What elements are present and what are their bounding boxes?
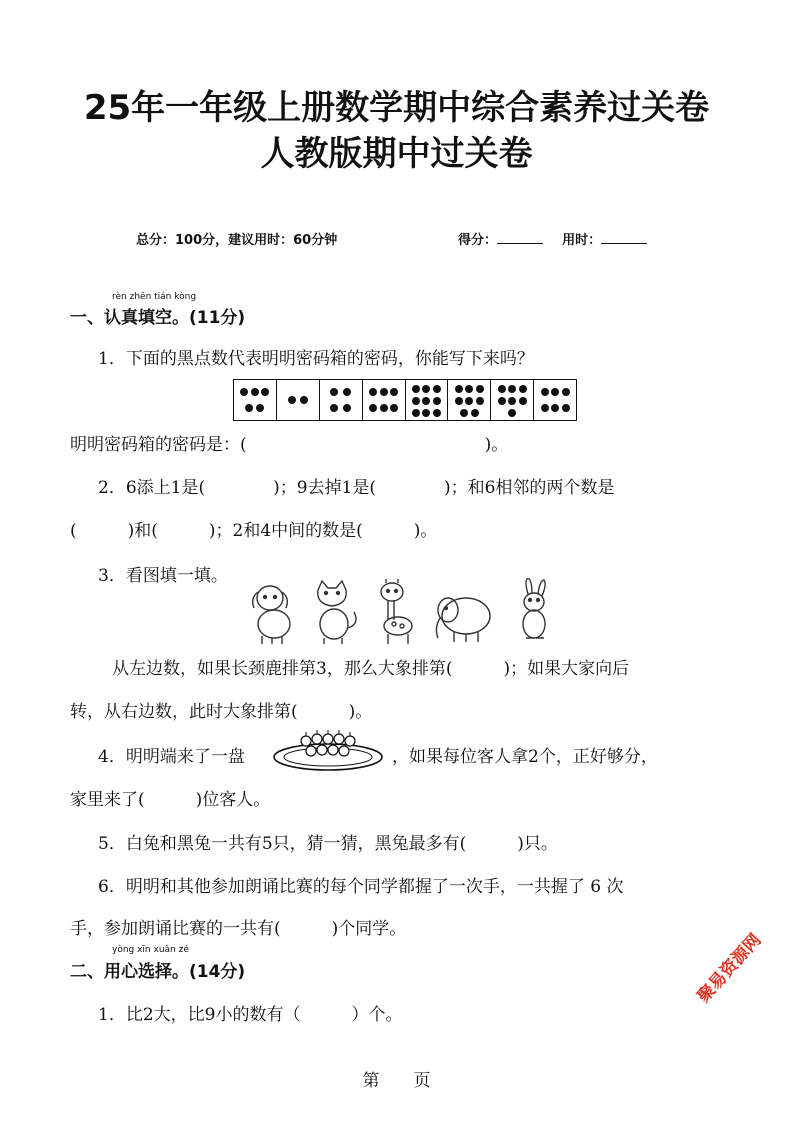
- dot: [551, 388, 559, 396]
- dot: [300, 396, 308, 404]
- score-blank[interactable]: [497, 231, 543, 244]
- q5-text: 5．白兔和黑兔一共有5只，猜一猜，黑兔最多有( )只。: [98, 834, 558, 854]
- q2-line-2: ( )和( )；2和4中间的数是( )。: [70, 521, 438, 541]
- dot: [471, 409, 479, 417]
- dot: [245, 404, 253, 412]
- q3-text: 3．看图填一填。: [98, 566, 228, 586]
- section1-title: 一、认真填空。(11分): [70, 308, 246, 328]
- dot: [412, 397, 420, 405]
- dot-card: [234, 380, 277, 420]
- elephant-icon: [436, 598, 490, 642]
- dot: [551, 404, 559, 412]
- dot-card: [320, 380, 363, 420]
- giraffe-icon: [381, 579, 412, 644]
- dot-card: [491, 380, 534, 420]
- dot: [390, 388, 398, 396]
- title-line-2: 人教版期中过关卷: [260, 134, 533, 174]
- dot: [433, 397, 441, 405]
- dot: [498, 397, 506, 405]
- q1-answer: 明明密码箱的密码是：( )。: [70, 435, 509, 455]
- dot: [422, 385, 430, 393]
- dog-icon: [253, 586, 290, 644]
- dot: [562, 404, 570, 412]
- dot: [476, 385, 484, 393]
- dot: [433, 409, 441, 417]
- q4-text-b: ，如果每位客人拿2个，正好够分，: [392, 747, 658, 767]
- rabbit-icon: [523, 578, 545, 638]
- dot: [380, 388, 388, 396]
- page-footer: 第 页: [362, 1071, 431, 1091]
- dot: [240, 388, 248, 396]
- time-blank[interactable]: [601, 231, 647, 244]
- dot-card-row: [233, 379, 577, 421]
- dot-card: [406, 380, 449, 420]
- dot: [433, 385, 441, 393]
- dot: [465, 397, 473, 405]
- q6-line-2: 手，参加朗诵比赛的一共有( )个同学。: [70, 919, 407, 939]
- dot: [422, 409, 430, 417]
- dot-card: [534, 380, 576, 420]
- dot: [343, 404, 351, 412]
- score-label: 得分：: [458, 233, 498, 248]
- title-line-1: 25年一年级上册数学期中综合素养过关卷: [83, 88, 710, 128]
- dot: [519, 397, 527, 405]
- dot: [330, 388, 338, 396]
- dot: [412, 409, 420, 417]
- dot: [390, 404, 398, 412]
- s2-q1-text: 1．比2大，比9小的数有（ ）个。: [98, 1005, 403, 1025]
- dot: [343, 388, 351, 396]
- dot: [455, 385, 463, 393]
- dot: [422, 397, 430, 405]
- section1-pinyin: rèn zhēn tián kòng: [112, 292, 197, 302]
- dot: [508, 397, 516, 405]
- dot-card: [363, 380, 406, 420]
- dot: [288, 396, 296, 404]
- dot: [519, 385, 527, 393]
- dot-card: [277, 380, 320, 420]
- section2-title: 二、用心选择。(14分): [70, 962, 246, 982]
- q2-line-1: 2．6添上1是( )；9去掉1是( )；和6相邻的两个数是: [98, 478, 615, 498]
- total-score-info: 总分：100分，建议用时：60分钟: [136, 233, 338, 248]
- dot: [508, 409, 516, 417]
- dot: [330, 404, 338, 412]
- dot: [380, 404, 388, 412]
- dot: [541, 404, 549, 412]
- dot: [369, 404, 377, 412]
- dot: [369, 388, 377, 396]
- time-label: 用时：: [562, 233, 602, 248]
- dot: [455, 397, 463, 405]
- watermark-logo: 聚易资源网: [693, 930, 766, 1007]
- q3-line-1: 从左边数，如果长颈鹿排第3，那么大象排第( )；如果大家向后: [112, 659, 630, 679]
- q4-text-a: 4．明明端来了一盘: [98, 747, 245, 767]
- dot: [465, 385, 473, 393]
- dot: [541, 388, 549, 396]
- dot: [498, 385, 506, 393]
- q4-line-2: 家里来了( )位客人。: [70, 790, 271, 810]
- score-field: [458, 229, 647, 248]
- dot: [562, 388, 570, 396]
- animals-illustration: [244, 578, 564, 648]
- dot: [261, 388, 269, 396]
- q6-line-1: 6．明明和其他参加朗诵比赛的每个同学都握了一次手，一共握了 6 次: [98, 877, 624, 897]
- fruit-plate-icon: [272, 727, 384, 773]
- dot: [508, 385, 516, 393]
- q3-line-2: 转，从右边数，此时大象排第( )。: [70, 702, 373, 722]
- dot: [256, 404, 264, 412]
- dot: [412, 385, 420, 393]
- q1-text: 1．下面的黑点数代表明明密码箱的密码，你能写下来吗？: [98, 349, 534, 369]
- dot: [460, 409, 468, 417]
- dot: [476, 397, 484, 405]
- section2-pinyin: yòng xīn xuǎn zé: [112, 945, 189, 955]
- dot-card: [448, 380, 491, 420]
- cat-icon: [318, 581, 356, 644]
- dot: [251, 388, 259, 396]
